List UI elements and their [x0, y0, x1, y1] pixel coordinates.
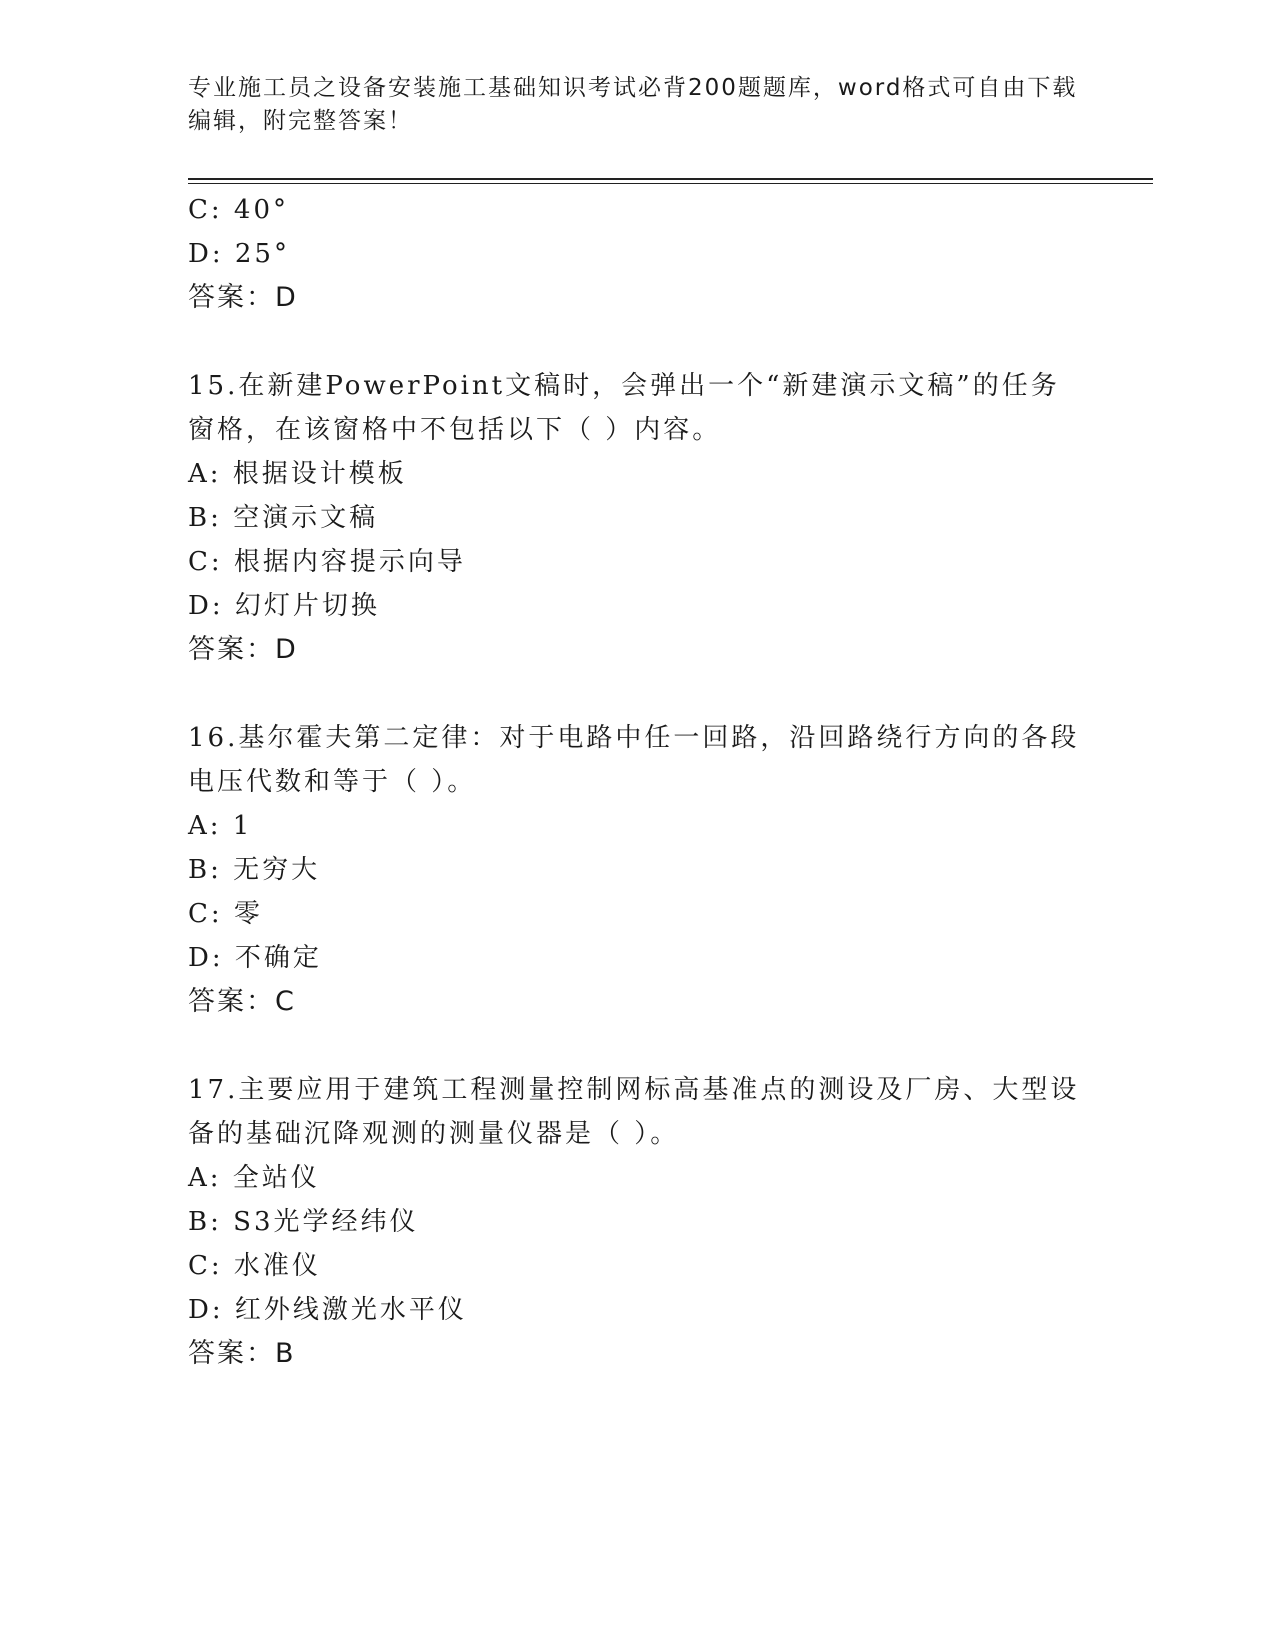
q15-answer: 答案：D	[188, 634, 298, 665]
header-divider-thick	[188, 178, 1153, 180]
q17-option-a: A: 全站仪	[188, 1163, 320, 1193]
q16-option-d: D: 不确定	[188, 943, 322, 973]
q15-stem-line-1: 15.在新建PowerPoint文稿时，会弹出一个“新建演示文稿”的任务	[188, 371, 1060, 401]
q16-stem-line-2: 电压代数和等于（ ）。	[188, 767, 477, 797]
q17-stem-line-1: 17.主要应用于建筑工程测量控制网标高基准点的测设及厂房、大型设	[188, 1075, 1080, 1105]
q14-answer: 答案：D	[188, 282, 298, 313]
q15-option-b: B: 空演示文稿	[188, 503, 379, 533]
header-line-1: 专业施工员之设备安装施工基础知识考试必背200题题库，word格式可自由下载	[188, 75, 1078, 101]
q14-option-c: C: 40°	[188, 195, 290, 225]
q15-option-a: A: 根据设计模板	[188, 459, 407, 489]
q17-option-b: B: S3光学经纬仪	[188, 1207, 419, 1237]
q16-option-c: C: 零	[188, 899, 263, 929]
q17-answer: 答案：B	[188, 1338, 296, 1369]
document-header	[188, 72, 1088, 138]
header-divider-thin	[188, 183, 1153, 184]
header-line-2: 编辑，附完整答案！	[188, 108, 413, 134]
q15-stem-line-2: 窗格，在该窗格中不包括以下（ ）内容。	[188, 415, 722, 445]
q17-option-d: D: 红外线激光水平仪	[188, 1295, 467, 1325]
q16-stem-line-1: 16.基尔霍夫第二定律：对于电路中任一回路，沿回路绕行方向的各段	[188, 723, 1080, 753]
q15-option-c: C: 根据内容提示向导	[188, 547, 466, 577]
q17-stem-line-2: 备的基础沉降观测的测量仪器是（ ）。	[188, 1119, 680, 1149]
q14-option-d: D: 25°	[188, 239, 290, 269]
q17-option-c: C: 水准仪	[188, 1251, 321, 1281]
q16-option-b: B: 无穷大	[188, 855, 321, 885]
q16-answer: 答案：C	[188, 986, 296, 1017]
q16-option-a: A: 1	[188, 811, 253, 841]
q15-option-d: D: 幻灯片切换	[188, 591, 380, 621]
